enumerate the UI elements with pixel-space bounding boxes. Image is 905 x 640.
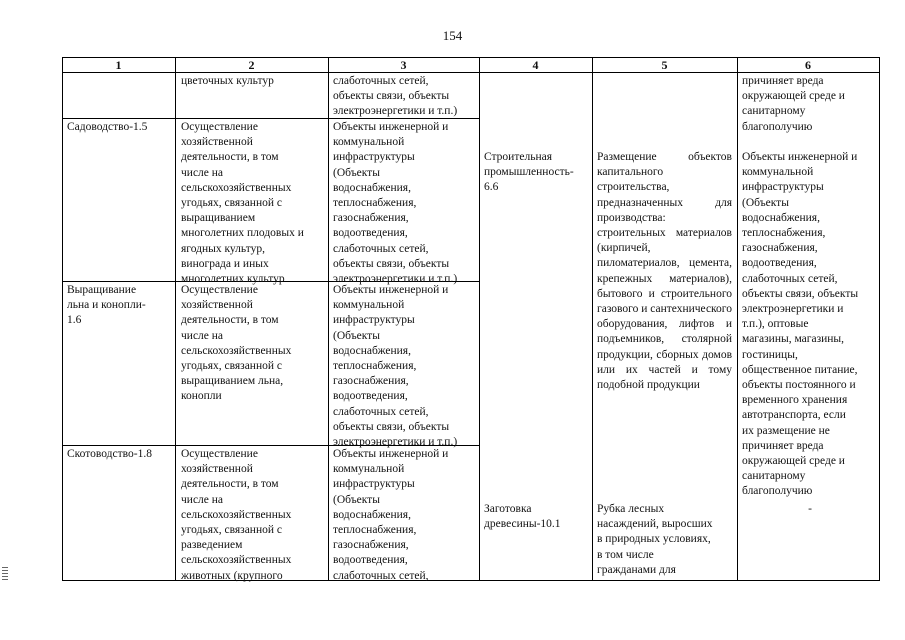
- table-cell-type: Строительная промышленность- 6.6: [484, 151, 574, 194]
- table-cell-objects: Объекты инженерной и коммунальной инфраструктуры (Объекты водоснабжения, теплоснабжения, газоснабжения, водоотведения, слаботочных сетей, объекты связи, объекты электроэнергетики и т.п.), оптовые магазины, магазины, гостиницы, общественное питание, объекты постоянного и временного хранения автотранспорта, если их размещение не причиняет вреда окружающей среде и санитарному благополучию: [742, 151, 859, 498]
- table-cell-description: Осуществление хозяйственной деятельности, в том числе на сельскохозяйственных угодьях, связанной с разведением сельскохозяйственных животных (крупного: [181, 448, 292, 582]
- table-cell-type: Заготовка древесины-10.1: [484, 503, 561, 531]
- table-cell-objects: -: [808, 503, 812, 515]
- table-cell-objects: Объекты инженерной и коммунальной инфраструктуры (Объекты водоснабжения, теплоснабжения, газоснабжения, водоотведения, слаботочных сетей, объекты связи, объекты электроэнергетики и т.п.): [333, 284, 458, 449]
- table-cell-objects: Объекты инженерной и коммунальной инфраструктуры (Объекты водоснабжения, теплоснабжения, газоснабжения, водоотведения, слаботочных сетей, объекты связи, объекты электроэнергетики и т.п.): [333, 121, 458, 286]
- header-bottom-border: [62, 72, 880, 73]
- table-cell-description: Осуществление хозяйственной деятельности, в том числе на сельскохозяйственных угодьях, связанной с выращиванием льна, конопли: [181, 284, 292, 403]
- table-cell-objects: Объекты инженерной и коммунальной инфраструктуры (Объекты водоснабжения, теплоснабжения, газоснабжения, водоотведения, слаботочных сетей,: [333, 448, 449, 582]
- table-cell-description: Рубка лесных насаждений, выросших в природных условиях, в том числе гражданами для: [597, 503, 713, 576]
- table-cell-description: цветочных культур: [181, 75, 274, 87]
- table-cell-type: Выращивание льна и конопли- 1.6: [67, 284, 146, 327]
- table-cell-objects: причиняет вреда окружающей среде и санитарному благополучию: [742, 75, 845, 133]
- column-header-5: 5: [661, 58, 668, 72]
- column-header-2: 2: [248, 58, 255, 72]
- column-header-3: 3: [400, 58, 407, 72]
- column-header-6: 6: [805, 58, 811, 72]
- col-border: [592, 57, 593, 581]
- scan-margin-mark: [2, 567, 8, 581]
- col-border: [175, 57, 176, 581]
- page-number: 154: [442, 28, 463, 43]
- table-cell-type: Скотоводство-1.8: [67, 448, 152, 460]
- table-cell-description: Размещение объектов капитального строительства, предназначенных для производства: строительных материалов (кирпичей, пиломатериалов, цемента, крепежных материалов), бытового и строительного газового и сантехнического оборудования, лифтов и подъемников, столярной продукции, сборных домов или их частей и тому подобной продукции: [597, 151, 732, 392]
- col-border: [479, 57, 480, 581]
- table-cell-type: Садоводство-1.5: [67, 121, 148, 133]
- col-border: [328, 57, 329, 581]
- col-border: [737, 57, 738, 581]
- col-border: [879, 57, 880, 581]
- col-border: [62, 57, 63, 581]
- column-header-1: 1: [115, 58, 122, 72]
- column-header-4: 4: [532, 58, 539, 72]
- table-cell-objects: слаботочных сетей, объекты связи, объекты электроэнергетики и т.п.): [333, 75, 458, 118]
- table-cell-description: Осуществление хозяйственной деятельности, в том числе на сельскохозяйственных угодьях, связанной с выращиванием многолетних плодовых и ягодных культур, винограда и иных многолетних культур: [181, 121, 304, 286]
